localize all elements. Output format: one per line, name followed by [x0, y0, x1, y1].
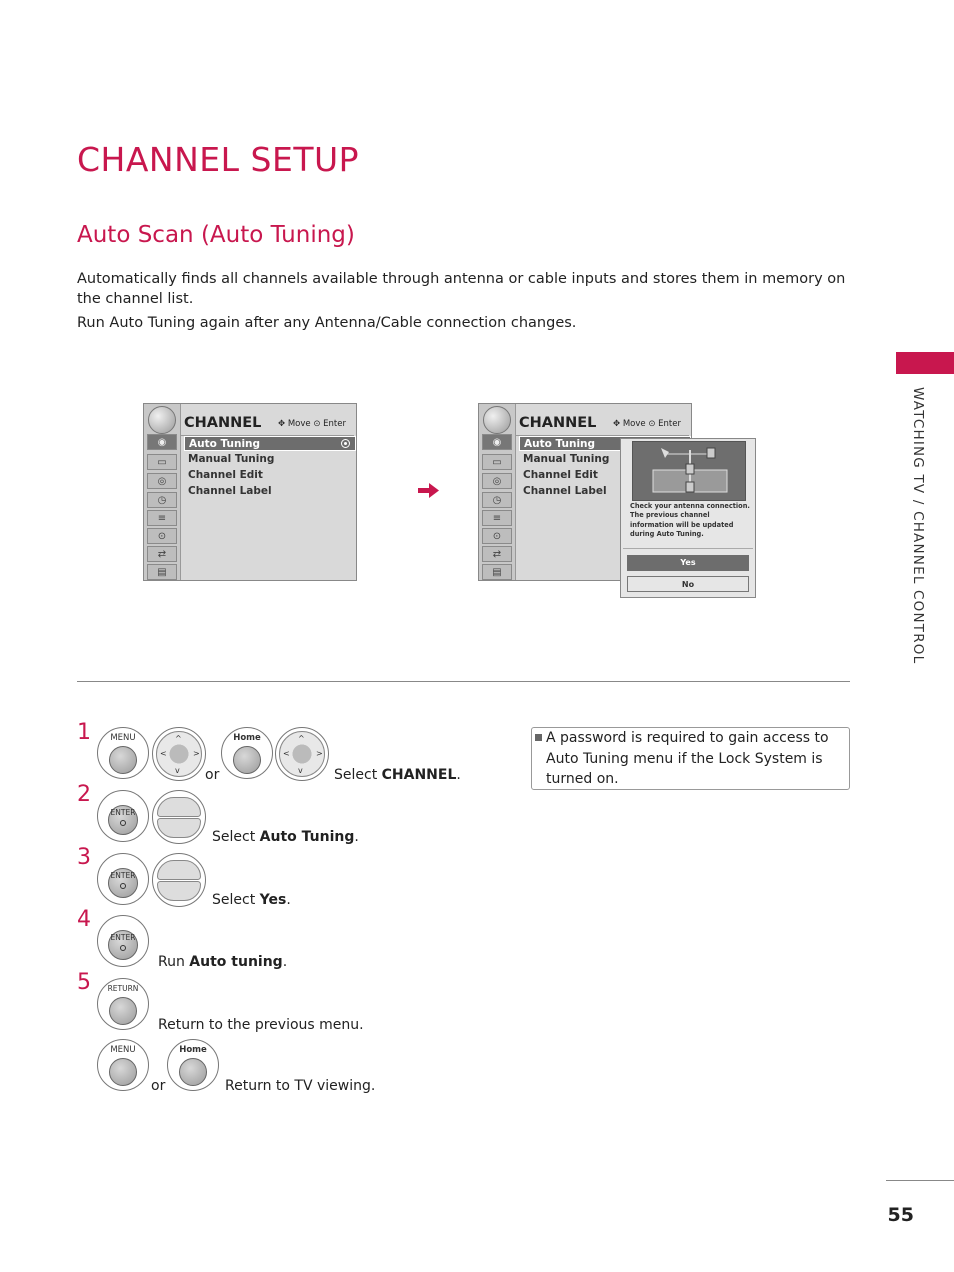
lock-icon: ⊙ — [482, 528, 512, 544]
password-note: A password is required to gain access to Auto Tuning menu if the Lock System is turned on. — [546, 730, 829, 787]
channel-icon: ◉ — [482, 434, 512, 450]
radio-icon — [341, 439, 350, 448]
step-number: 1 — [77, 720, 91, 745]
chapter-tab — [896, 352, 954, 374]
yes-button[interactable]: Yes — [627, 555, 749, 571]
arrow-up-icon: ^ — [298, 734, 305, 743]
usb-icon: ▤ — [147, 564, 177, 580]
osd-nav-hint: ✥ Move ⊙ Enter — [613, 419, 681, 429]
arrow-down-icon: v — [175, 766, 180, 775]
step-number: 5 — [77, 970, 91, 995]
bullet-square-icon — [535, 734, 542, 741]
enter-button[interactable] — [97, 790, 149, 842]
osd-item-manual-tuning[interactable]: Manual Tuning — [188, 453, 275, 465]
popup-message: Check your antenna connection. The previous channel information will be updated during Auto Tuning. — [630, 502, 750, 538]
arrow-left-icon: < — [160, 749, 167, 758]
step-number: 3 — [77, 845, 91, 870]
no-button[interactable]: No — [627, 576, 749, 592]
input-icon: ⇄ — [482, 546, 512, 562]
menu-button[interactable] — [97, 1039, 149, 1091]
antenna-icon — [633, 442, 745, 500]
osd-item-channel-edit[interactable]: Channel Edit — [523, 469, 598, 481]
home-label: Home — [179, 1045, 207, 1055]
home-button[interactable] — [221, 727, 273, 779]
navigation-dpad[interactable] — [275, 727, 329, 781]
osd-nav-hint: ✥ Move ⊙ Enter — [278, 419, 346, 429]
step-3-instruction: Select Yes. — [212, 892, 291, 908]
or-label: or — [151, 1078, 166, 1094]
menu-button[interactable] — [97, 727, 149, 779]
step-number: 2 — [77, 782, 91, 807]
osd-item-manual-tuning[interactable]: Manual Tuning — [523, 453, 610, 465]
enter-label: ENTER — [110, 808, 136, 817]
lock-icon: ⊙ — [147, 528, 177, 544]
usb-icon: ▤ — [482, 564, 512, 580]
arrow-up-icon: ^ — [175, 734, 182, 743]
osd-item-auto-tuning[interactable]: Auto Tuning — [184, 436, 356, 451]
navigation-dpad[interactable] — [152, 727, 206, 781]
channel-icon: ◉ — [147, 434, 177, 450]
osd-icon-column — [479, 404, 516, 580]
osd-header: CHANNEL — [184, 415, 262, 431]
section-divider — [77, 681, 850, 682]
osd-header: CHANNEL — [519, 415, 597, 431]
step-number: 4 — [77, 907, 91, 932]
osd-item-channel-edit[interactable]: Channel Edit — [188, 469, 263, 481]
page-number: 55 — [887, 1204, 914, 1226]
menu-label: MENU — [110, 733, 136, 743]
enter-button[interactable] — [97, 853, 149, 905]
step-4-instruction: Run Auto tuning. — [158, 954, 288, 970]
auto-tuning-confirm-popup — [620, 438, 756, 598]
enter-button[interactable] — [97, 915, 149, 967]
osd-item-channel-label[interactable]: Channel Label — [188, 485, 272, 497]
step-2-instruction: Select Auto Tuning. — [212, 829, 359, 845]
arrow-right-icon: > — [316, 749, 323, 758]
satellite-dish-icon — [483, 406, 511, 434]
home-label: Home — [233, 733, 261, 743]
time-icon: ◷ — [482, 492, 512, 508]
osd-item-channel-label[interactable]: Channel Label — [523, 485, 607, 497]
arrow-up-icon[interactable] — [157, 860, 201, 880]
popup-divider — [623, 548, 753, 549]
enter-dot-icon — [120, 945, 126, 951]
intro-paragraph: Automatically finds all channels available through antenna or cable inputs and stores them in memory on the channel list. — [77, 271, 846, 307]
audio-icon: ◎ — [147, 473, 177, 489]
up-down-buttons[interactable] — [152, 790, 206, 844]
enter-dot-icon — [120, 883, 126, 889]
arrow-left-icon: < — [283, 749, 290, 758]
enter-label: ENTER — [110, 871, 136, 880]
intro-note: Run Auto Tuning again after any Antenna/Cable connection changes. — [77, 315, 577, 331]
option-icon: ≡ — [147, 510, 177, 526]
satellite-dish-icon — [148, 406, 176, 434]
menu-label: MENU — [110, 1045, 136, 1055]
arrow-right-icon — [418, 482, 440, 500]
return-label: RETURN — [107, 984, 139, 993]
step-5b-instruction: Return to TV viewing. — [225, 1078, 376, 1094]
chapter-label: WATCHING TV / CHANNEL CONTROL — [910, 387, 926, 665]
enter-label: ENTER — [110, 933, 136, 942]
arrow-right-icon: > — [193, 749, 200, 758]
step-1-instruction: Select CHANNEL. — [334, 767, 461, 783]
page-number-rule — [886, 1180, 954, 1181]
home-button[interactable] — [167, 1039, 219, 1091]
input-icon: ⇄ — [147, 546, 177, 562]
arrow-down-icon[interactable] — [157, 818, 201, 838]
arrow-up-icon[interactable] — [157, 797, 201, 817]
arrow-down-icon: v — [298, 766, 303, 775]
up-down-buttons[interactable] — [152, 853, 206, 907]
section-title: Auto Scan (Auto Tuning) — [77, 222, 355, 248]
osd-item-auto-tuning[interactable]: Auto Tuning — [519, 436, 691, 451]
step-5-instruction: Return to the previous menu. — [158, 1017, 364, 1033]
time-icon: ◷ — [147, 492, 177, 508]
picture-icon: ▭ — [147, 454, 177, 470]
password-note-box — [531, 727, 850, 790]
option-icon: ≡ — [482, 510, 512, 526]
osd-channel-menu — [143, 403, 357, 581]
picture-icon: ▭ — [482, 454, 512, 470]
arrow-down-icon[interactable] — [157, 881, 201, 901]
antenna-connection-illustration — [632, 441, 746, 501]
enter-dot-icon — [120, 820, 126, 826]
or-label: or — [205, 767, 220, 783]
page-title: CHANNEL SETUP — [77, 140, 360, 179]
osd-icon-column — [144, 404, 181, 580]
audio-icon: ◎ — [482, 473, 512, 489]
return-button[interactable] — [97, 978, 149, 1030]
